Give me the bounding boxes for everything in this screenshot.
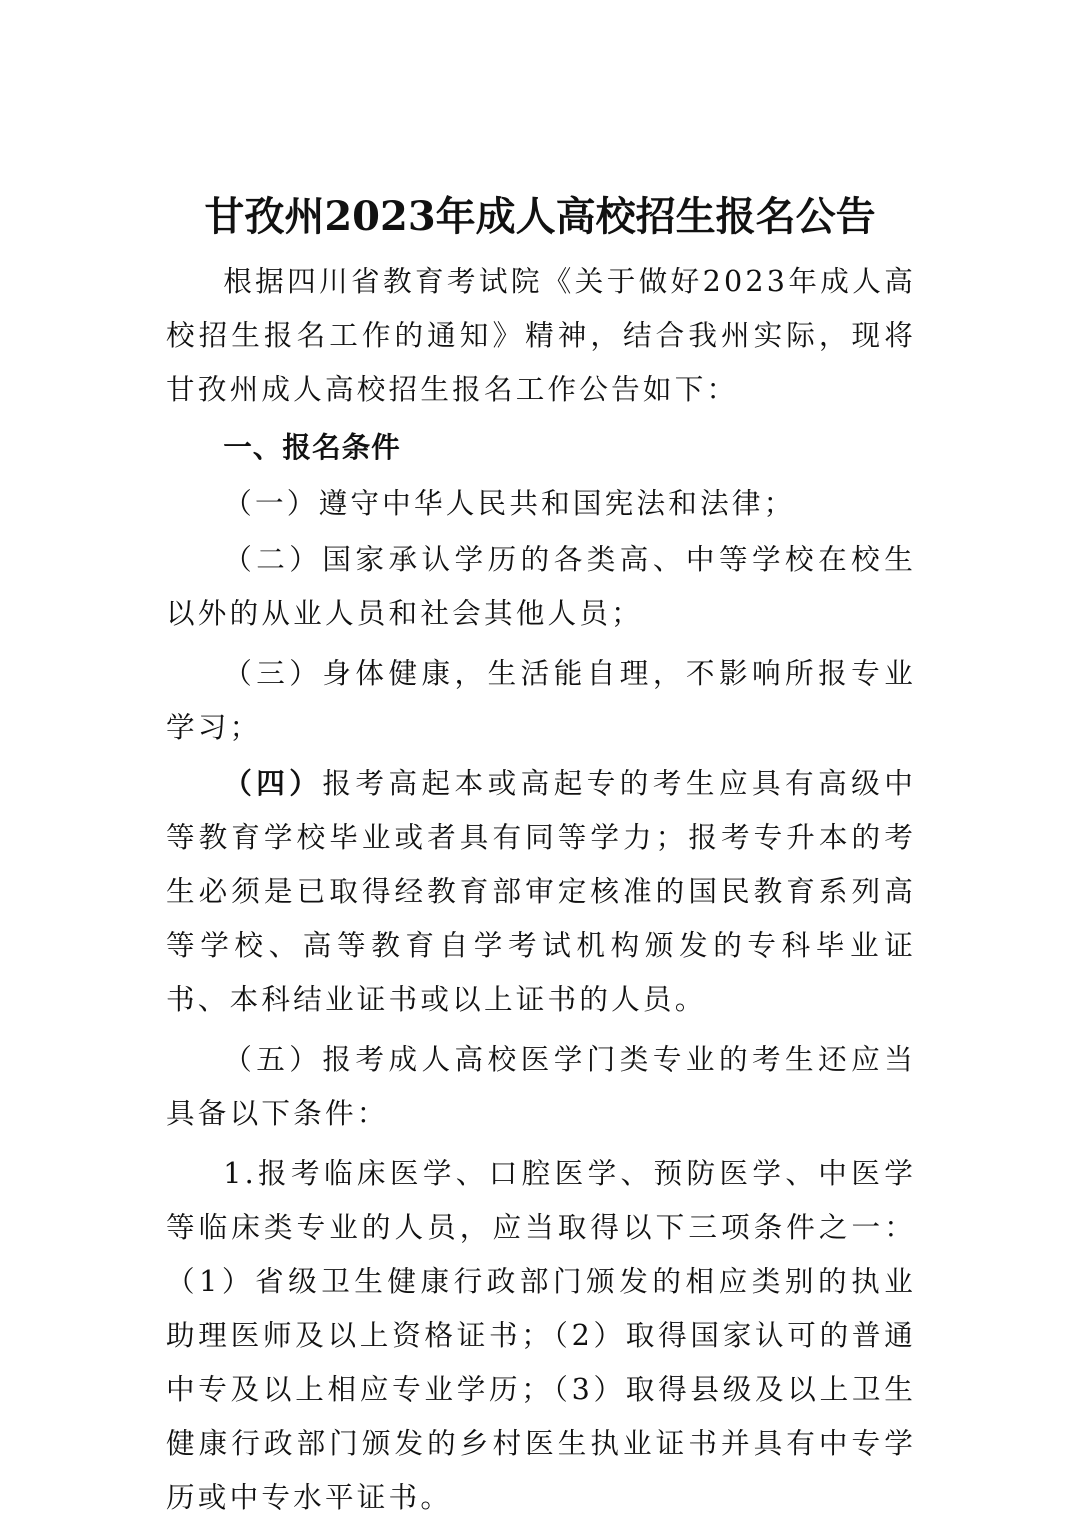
condition-1: （一）遵守中华人民共和国宪法和法律； bbox=[223, 486, 796, 520]
condition-4-number: （四） bbox=[223, 766, 323, 800]
document-title: 甘孜州2023年成人高校招生报名公告 bbox=[204, 192, 876, 240]
document-body bbox=[166, 254, 916, 1524]
condition-5: （五）报考成人高校医学门类专业的考生还应当具备以下条件： bbox=[166, 1042, 916, 1130]
condition-3: （三）身体健康，生活能自理，不影响所报专业学习； bbox=[166, 656, 916, 744]
intro-paragraph: 根据四川省教育考试院《关于做好2023年成人高校招生报名工作的通知》精神，结合我州实际，现将甘孜州成人高校招生报名工作公告如下： bbox=[166, 264, 916, 406]
condition-5-item-1: 1.报考临床医学、口腔医学、预防医学、中医学等临床类专业的人员，应当取得以下三项条件之一：（1）省级卫生健康行政部门颁发的相应类别的执业助理医师及以上资格证书；（2）取得国家认可的普通中专及以上相应专业学历；（3）取得县级及以上卫生健康行政部门颁发的乡村医生执业证书并具有中专学历或中专水平证书。 bbox=[166, 1156, 916, 1514]
section-heading-registration-conditions: 一、报名条件 bbox=[223, 430, 401, 464]
condition-2: （二）国家承认学历的各类高、中等学校在校生以外的从业人员和社会其他人员； bbox=[166, 542, 916, 630]
condition-4-text: 报考高起本或高起专的考生应具有高级中等教育学校毕业或者具有同等学力；报考专升本的考生必须是已取得经教育部审定核准的国民教育系列高等学校、高等教育自学考试机构颁发的专科毕业证书、本科结业证书或以上证书的人员。 bbox=[166, 766, 916, 1016]
condition-4 bbox=[166, 756, 916, 1026]
